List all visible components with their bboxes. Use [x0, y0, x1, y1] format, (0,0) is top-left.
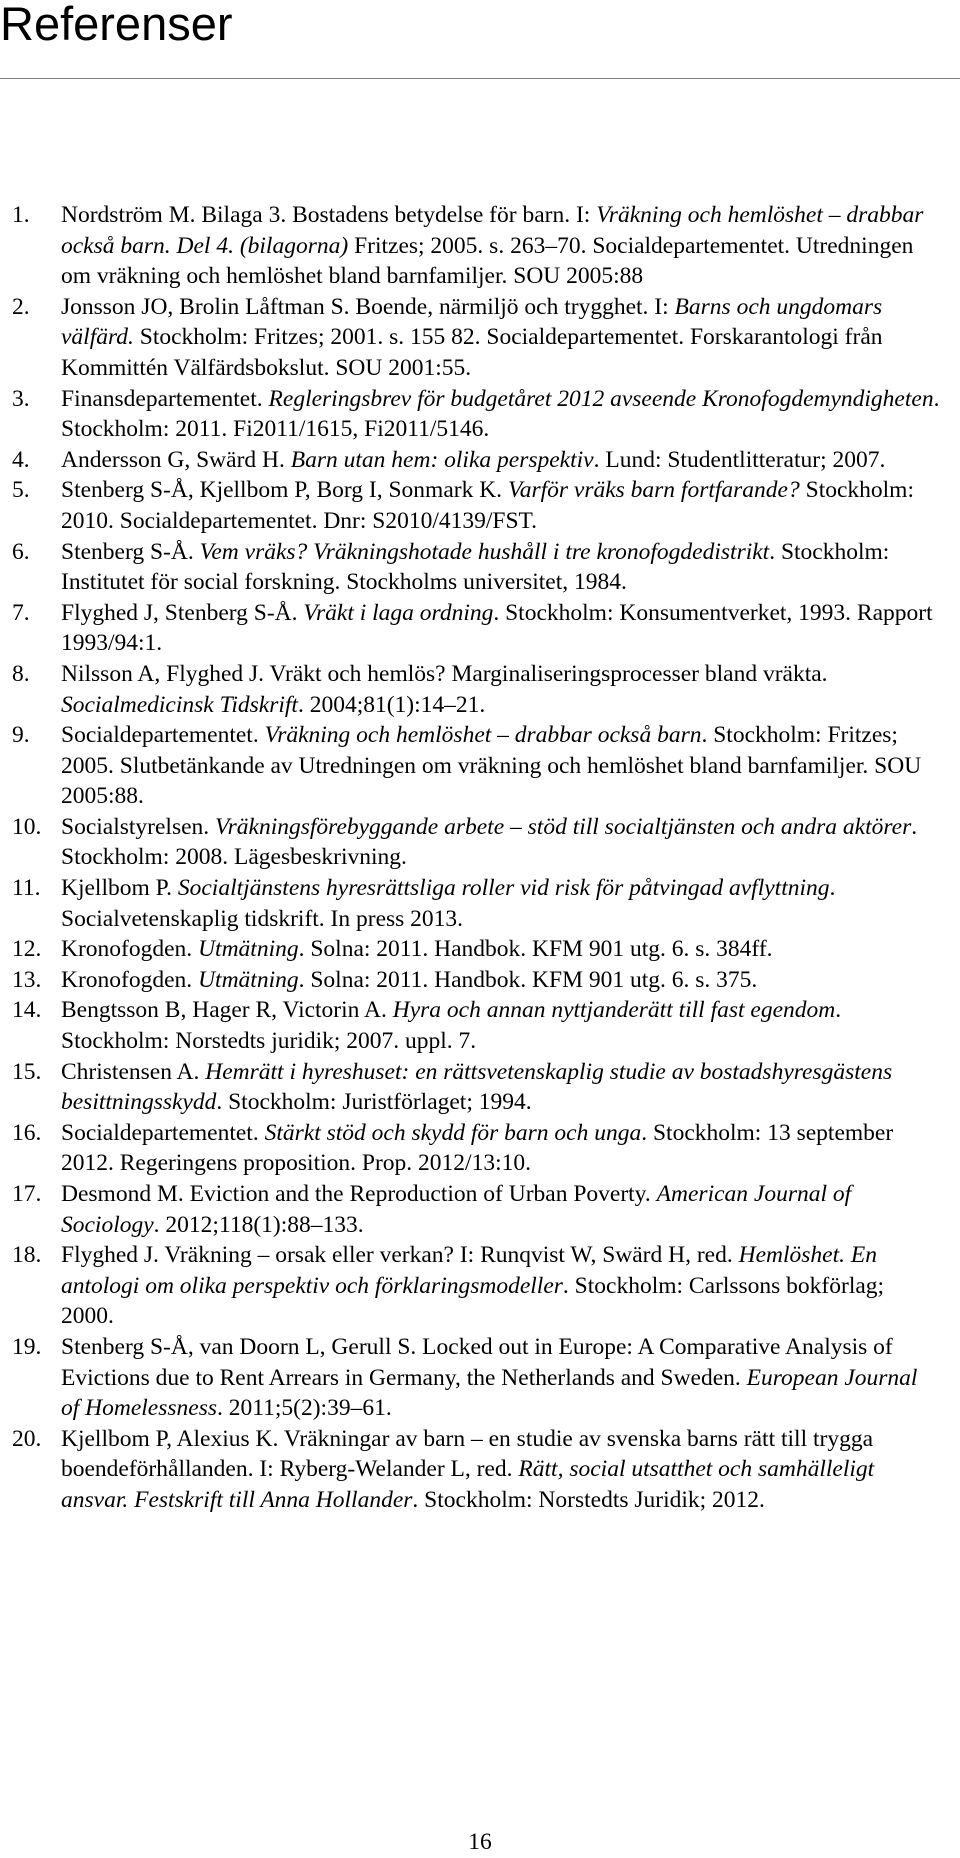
reference-segment: . 2011;5(2):39–61. — [217, 1395, 392, 1422]
reference-segment: Flyghed J, Stenberg S-Å. — [61, 599, 304, 626]
reference-item — [12, 720, 940, 812]
reference-number: 7. — [12, 599, 30, 626]
reference-segment: . Lund: Studentlitteratur; 2007. — [593, 446, 886, 473]
reference-text — [61, 1334, 917, 1421]
reference-segment: Stockholm: 2010. Socialdepartementet. Dnr: S2010/4139/FST. — [61, 477, 914, 534]
reference-number: 6. — [12, 538, 30, 565]
reference-segment: . Stockholm: 13 september 2012. Regeringens proposition. Prop. 2012/13:10. — [61, 1119, 894, 1177]
reference-item — [12, 965, 940, 996]
reference-text — [61, 539, 889, 596]
reference-title: Vräkt i laga ordning — [303, 599, 494, 626]
reference-text — [61, 875, 835, 932]
reference-title: Barns och ungdomars välfärd. — [61, 293, 883, 351]
reference-item — [12, 598, 940, 659]
reference-number: 8. — [12, 660, 30, 687]
reference-number: 4. — [12, 446, 30, 473]
reference-segment: . Stockholm: 2011. Fi2011/1615, Fi2011/5146. — [61, 385, 940, 443]
reference-segment: . Stockholm: 2008. Lägesbeskrivning. — [61, 813, 918, 871]
reference-title: Vem vräks? Vräkningshotade hushåll i tre kronofogdedistrikt — [199, 538, 770, 565]
reference-segment: Stockholm: Fritzes; 2001. s. 155 82. Socialdepartementet. Forskarantologi från Kommittén Välfärdsbokslut. SOU 2001:55. — [61, 324, 883, 381]
reference-title: Utmätning — [198, 966, 299, 993]
reference-segment: . Stockholm: Fritzes; 2005. Slutbetänkande av Utredningen om vräkning och hemlöshet bland barnfamiljer. SOU 2005:88. — [61, 722, 922, 810]
reference-text — [61, 661, 828, 718]
reference-text — [61, 477, 914, 534]
reference-segment: . Stockholm: Konsumentverket, 1993. Rapport 1993/94:1. — [61, 599, 933, 657]
reference-text — [61, 1426, 874, 1513]
reference-title: Vräkning och hemlöshet – drabbar också barn — [264, 722, 702, 749]
reference-segment: Kjellbom P, Alexius K. Vräkningar av barn – en studie av svenska barns rätt till trygga boendeförhållanden. I: Ryberg-Welander L, red. — [61, 1425, 874, 1483]
reference-item — [12, 1240, 940, 1332]
reference-item — [12, 384, 940, 445]
reference-segment: Flyghed J. Vräkning – orsak eller verkan? I: Runqvist W, Swärd H, red. — [61, 1242, 739, 1269]
reference-title: Vräkningsförebyggande arbete – stöd till socialtjänsten och andra aktörer — [215, 813, 912, 840]
reference-text — [61, 447, 885, 473]
reference-segment: . Stockholm: Juristförlaget; 1994. — [216, 1089, 532, 1116]
reference-item — [12, 659, 940, 720]
reference-title: European Journal of Homelessness — [61, 1364, 918, 1422]
reference-title: Socialtjänstens hyresrättsliga roller vid risk för påtvingad avflyttning — [177, 875, 830, 902]
reference-text — [61, 722, 921, 809]
reference-item — [12, 995, 940, 1056]
reference-item — [12, 537, 940, 598]
reference-item — [12, 1424, 940, 1516]
reference-text — [61, 1120, 893, 1177]
reference-segment: . Stockholm: Carlssons bokförlag; 2000. — [61, 1272, 885, 1330]
reference-title: Hyra och annan nyttjanderätt till fast egendom — [392, 997, 836, 1024]
reference-title: Utmätning — [198, 936, 299, 963]
reference-segment: Andersson G, Swärd H. — [61, 446, 291, 473]
reference-number: 18. — [12, 1242, 42, 1269]
reference-segment: Christensen A. — [61, 1058, 206, 1085]
reference-text — [61, 202, 923, 289]
reference-item — [12, 873, 940, 934]
reference-segment: Kronofogden. — [61, 966, 199, 993]
reference-segment: Stenberg S-Å, Kjellbom P, Borg I, Sonmark K. — [61, 477, 508, 504]
reference-number: 1. — [12, 202, 30, 228]
reference-title: Varför vräks barn fortfarande? — [507, 477, 800, 504]
reference-segment: . Socialvetenskaplig tidskrift. In press 2013. — [61, 875, 836, 932]
reference-segment: Stenberg S-Å, van Doorn L, Gerull S. Locked out in Europe: A Comparative Analysis of Evictions due to Rent Arrears in Germany, the Netherlands and Sweden. — [61, 1333, 893, 1391]
reference-segment: . 2004;81(1):14–21. — [297, 691, 486, 718]
reference-title: Vräkning och hemlöshet – drabbar också barn. Del 4. (bilagorna) — [61, 202, 924, 259]
reference-number: 13. — [12, 966, 42, 993]
reference-title: Rätt, social utsatthet och samhälleligt ansvar. Festskrift till Anna Hollander — [61, 1456, 875, 1513]
reference-text — [61, 1181, 851, 1238]
reference-segment: Jonsson JO, Brolin Låftman S. Boende, närmiljö och trygghet. I: — [61, 293, 675, 320]
reference-item — [12, 812, 940, 873]
reference-title: Barn utan hem: olika perspektiv — [290, 446, 594, 473]
reference-title: Hemrätt i hyreshuset: en rättsvetenskaplig studie av bostadshyresgästens besittningsskydd — [61, 1058, 893, 1116]
reference-number: 16. — [12, 1119, 42, 1146]
reference-item — [12, 1332, 940, 1424]
reference-segment: Fritzes; 2005. s. 263–70. Socialdepartementet. Utredningen om vräkning och hemlöshet bland barnfamiljer. SOU 2005:88 — [61, 232, 914, 290]
reference-number: 20. — [12, 1425, 42, 1452]
reference-number: 10. — [12, 813, 42, 840]
reference-text — [61, 997, 841, 1054]
reference-segment: Kjellbom P. — [61, 875, 178, 902]
reference-title: Stärkt stöd och skydd för barn och unga — [264, 1119, 642, 1146]
reference-text — [61, 294, 883, 381]
reference-title: Regleringsbrev för budgetåret 2012 avseende Kronofogdemyndigheten — [268, 385, 934, 412]
reference-item — [12, 1118, 940, 1179]
page-title: Referenser — [0, 0, 233, 50]
reference-segment: Nordström M. Bilaga 3. Bostadens betydelse för barn. I: — [61, 202, 597, 228]
reference-segment: Nilsson A, Flyghed J. Vräkt och hemlös? Marginaliseringsprocesser bland vräkta. — [61, 660, 828, 687]
reference-segment: Bengtsson B, Hager R, Victorin A. — [61, 997, 393, 1024]
reference-number: 19. — [12, 1333, 42, 1360]
title-underline — [0, 78, 960, 79]
reference-title: Hemlöshet. En antologi om olika perspektiv och förklaringsmodeller — [61, 1242, 877, 1299]
reference-text — [61, 1059, 892, 1116]
reference-text — [61, 814, 917, 871]
reference-item — [12, 445, 940, 476]
page-number: 16 — [468, 1829, 492, 1855]
reference-text — [61, 386, 939, 443]
reference-title: Socialmedicinsk Tidskrift — [61, 691, 298, 718]
reference-segment: Finansdepartementet. — [61, 385, 269, 412]
reference-number: 5. — [12, 477, 30, 504]
reference-text — [61, 936, 773, 962]
reference-segment: Socialdepartementet. — [61, 1119, 265, 1146]
reference-item — [12, 1179, 940, 1240]
reference-number: 11. — [12, 875, 41, 902]
reference-number: 17. — [12, 1181, 42, 1207]
reference-segment: . Solna: 2011. Handbok. KFM 901 utg. 6. s. 375. — [298, 966, 758, 993]
reference-segment: Kronofogden. — [61, 936, 199, 963]
reference-item — [12, 475, 940, 536]
reference-text — [61, 600, 933, 657]
reference-segment: Stenberg S-Å. — [61, 538, 200, 565]
reference-number: 2. — [12, 293, 30, 320]
reference-number: 9. — [12, 722, 30, 749]
reference-segment: . Stockholm: Institutet för social forskning. Stockholms universitet, 1984. — [61, 538, 890, 596]
reference-list — [12, 200, 940, 1516]
reference-segment: Socialstyrelsen. — [61, 813, 216, 840]
reference-number: 15. — [12, 1058, 42, 1085]
reference-text — [61, 1242, 884, 1329]
reference-item — [12, 1057, 940, 1118]
reference-number: 12. — [12, 936, 42, 963]
reference-segment: . Stockholm: Norstedts Juridik; 2012. — [412, 1486, 765, 1513]
reference-text — [61, 967, 757, 993]
reference-item — [12, 200, 940, 292]
reference-segment: Desmond M. Eviction and the Reproduction of Urban Poverty. — [61, 1181, 657, 1207]
reference-segment: Socialdepartementet. — [61, 722, 265, 749]
reference-number: 14. — [12, 997, 42, 1024]
reference-segment: . Stockholm: Norstedts juridik; 2007. uppl. 7. — [61, 997, 842, 1055]
reference-segment: . Solna: 2011. Handbok. KFM 901 utg. 6. s. 384ff. — [298, 936, 773, 963]
reference-item — [12, 292, 940, 384]
reference-number: 3. — [12, 385, 30, 412]
reference-item — [12, 934, 940, 965]
reference-title: American Journal of Sociology — [61, 1181, 852, 1238]
reference-segment: . 2012;118(1):88–133. — [153, 1211, 364, 1238]
